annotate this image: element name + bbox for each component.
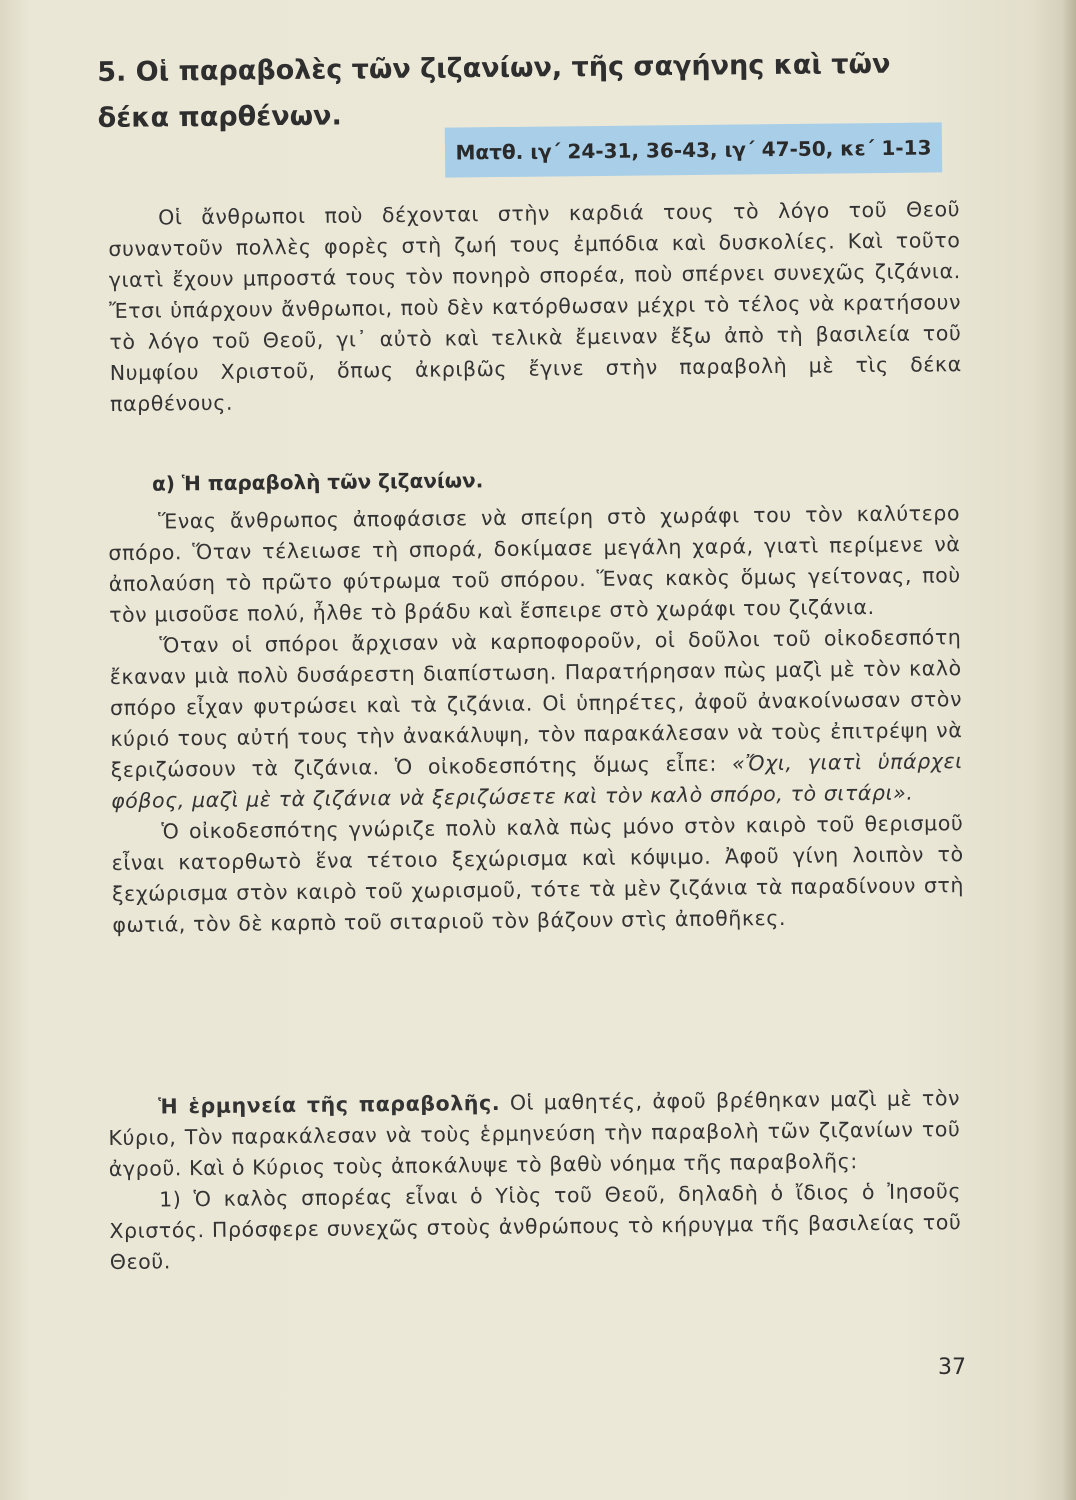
section-a-paragraph-2-text: Ὅταν οἱ σπόροι ἄρχισαν νὰ καρποφοροῦν, οἱ δοῦλοι τοῦ οἰκοδεσπότη ἔκαναν μιὰ πολὺ δυσάρεστη διαπίστωση. Παρατήρησαν πὼς μαζὶ μὲ τὸν καλὸ σπόρο εἶχαν φυτρώσει καὶ τὰ ζιζάνια. Οἱ ὑπηρέτες, ἀφοῦ ἀνακοίνωσαν στὸν κύριό τους αὐτή τους τὴν ἀνακάλυψη, τὸν παρακάλεσαν νὰ τοὺς ἐπιτρέψη νὰ ξεριζώσουν τὰ ζιζάνια. Ὁ οἰκοδεσπότης ὅμως εἶπε: [109, 625, 963, 782]
section-a-paragraph-3: Ὁ οἰκοδεσπότης γνώριζε πολὺ καλὰ πὼς μόνο στὸν καιρὸ τοῦ θερισμοῦ εἶναι κατορθωτὸ ἕνα τέτοιο ξεχώρισμα καὶ κόψιμο. Ἀφοῦ γίνη λοιπὸν τὸ ξεχώρισμα στὸν καιρὸ τοῦ χωρισμοῦ, τότε τὰ μὲν ζιζάνια τὰ παραδίνουν στὴ φωτιά, τὸν δὲ καρπὸ τοῦ σιταριοῦ τὸν βάζουν στὶς ἀποθῆκες. [111, 811, 965, 937]
page-number: 37 [938, 1355, 966, 1380]
interpretation-paragraph [108, 1083, 961, 1185]
scripture-reference-box: Ματθ. ιγ΄ 24-31, 36-43, ιγ΄ 47-50, κε΄ 1-13 [445, 122, 942, 177]
section-a-paragraph-1: Ἕνας ἄνθρωπος ἀποφάσισε νὰ σπείρη στὸ χωράφι του τὸν καλύτερο σπόρο. Ὅταν τέλειωσε τὴ σπορά, δοκίμασε μεγάλη χαρά, γιατὶ περίμενε νὰ ἀπολαύση τὸ πρῶτο φύτρωμα τοῦ σπόρου. Ἕνας κακὸς ὅμως γείτονας, ποὺ τὸν μισοῦσε πολύ, ἦλθε τὸ βράδυ καὶ ἔσπειρε στὸ χωράφι του ζιζάνια. [108, 501, 961, 627]
interpretation-item-1: 1) Ὁ καλὸς σπορέας εἶναι ὁ Υἱὸς τοῦ Θεοῦ, δηλαδὴ ὁ ἴδιος ὁ Ἰησοῦς Χριστός. Πρόσφερε συνεχῶς στοὺς ἀνθρώπους τὸ κήρυγμα τῆς βασιλείας τοῦ Θεοῦ. [109, 1179, 962, 1274]
interpretation-block [108, 1083, 962, 1278]
intro-paragraph: Οἱ ἄνθρωποι ποὺ δέχονται στὴν καρδιά τους τὸ λόγο τοῦ Θεοῦ συναντοῦν πολλὲς φορὲς στὴ ζωή τους ἐμπόδια καὶ δυσκολίες. Καὶ τοῦτο γιατὶ ἔχουν μπροστά τους τὸν πονηρὸ σπορέα, ποὺ σπέρνει συνεχῶς ζιζάνια. Ἔτσι ὑπάρχουν ἄνθρωποι, ποὺ δὲν κατόρθωσαν μέχρι τὸ τέλος νὰ κρατήσουν τὸ λόγο τοῦ Θεοῦ, γι᾽ αὐτὸ καὶ τελικὰ ἔμειναν ἔξω ἀπὸ τὴ βασιλεία τοῦ Νυμφίου Χριστοῦ, ὅπως ἀκριβῶς ἔγινε στὴν παραβολὴ μὲ τὶς δέκα παρθένους. [108, 197, 962, 416]
chapter-title-line-2: δέκα παρθένων. [97, 100, 342, 134]
interpretation-heading: Ἡ ἑρμηνεία τῆς παραβολῆς. [158, 1090, 501, 1119]
owner-quote: «Ὄχι, γιατὶ ὑπάρχει φόβος, μαζὶ μὲ τὰ ζιζάνια νὰ ξεριζώσετε καὶ τὸν καλὸ σπόρο, τὸ σιτάρι». [110, 749, 963, 813]
chapter-title-line-1: 5. Οἱ παραβολὲς τῶν ζιζανίων, τῆς σαγήνης καὶ τῶν [97, 48, 891, 88]
intro-block [108, 194, 962, 420]
section-a-heading: α) Ἡ παραβολὴ τῶν ζιζανίων. [151, 468, 484, 496]
section-a-block [108, 498, 964, 941]
section-a-paragraph-2 [109, 622, 963, 817]
interpretation-text: Οἱ μαθητές, ἀφοῦ βρέθηκαν μαζὶ μὲ τὸν Κύριο, Τὸν παρακάλεσαν νὰ τοὺς ἑρμηνεύση τὴν παραβολὴ τῶν ζιζανίων τοῦ ἀγροῦ. Καὶ ὁ Κύριος τοὺς ἀποκάλυψε τὸ βαθὺ νόημα τῆς παραβολῆς: [108, 1086, 961, 1181]
page-edge-shadow [1062, 0, 1076, 1500]
